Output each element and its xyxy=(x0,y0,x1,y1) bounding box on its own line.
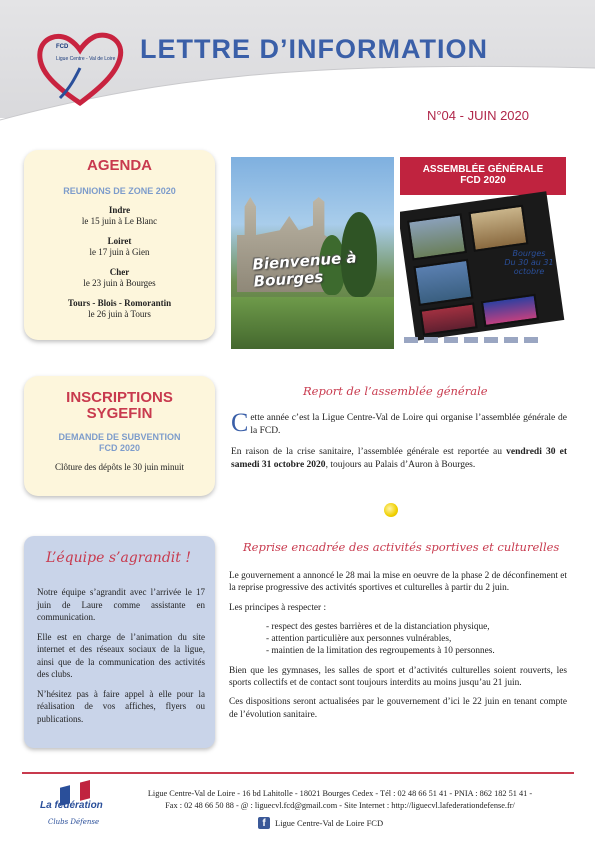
inscriptions-subtitle-line2: FCD 2020 xyxy=(98,443,141,453)
team-card xyxy=(24,536,215,748)
agenda-item xyxy=(24,298,215,320)
inscriptions-deadline: Clôture des dépôts le 30 juin minuit xyxy=(55,462,184,472)
film-frame xyxy=(407,213,467,260)
heart-logo-icon xyxy=(30,28,130,108)
sponsor-logo xyxy=(464,337,478,343)
facebook-label[interactable]: Ligue Centre-Val de Loire FCD xyxy=(275,818,384,828)
poster-title-line2: FCD 2020 xyxy=(460,175,506,186)
agenda-item xyxy=(24,236,215,258)
film-frame xyxy=(481,294,539,327)
article2-title: Reprise encadrée des activités sportives et culturelles xyxy=(243,540,560,554)
inscriptions-subtitle xyxy=(24,432,215,454)
article2-paragraph: Ces dispositions seront actualisées par le gouvernement d’ici le 22 juin en tenant compte de l’évolution sanitaire. xyxy=(229,697,567,720)
agenda-item-date: le 26 juin à Tours xyxy=(88,309,151,319)
issue-number: N°04 xyxy=(426,108,457,123)
logo-text: FCD xyxy=(56,44,69,50)
sponsor-logo xyxy=(524,337,538,343)
dropcap: C xyxy=(231,408,249,437)
article1-p1-text: ette année c’est la Ligue Centre-Val de Loire qui organise l’assemblée générale de la FCD. xyxy=(250,413,567,436)
inscriptions-title xyxy=(24,390,215,422)
poster-date-line2: Du 30 au 31 octobre xyxy=(504,258,554,276)
article1-body xyxy=(231,408,567,480)
facebook-link[interactable] xyxy=(258,817,383,829)
assembly-poster xyxy=(400,157,566,349)
inscriptions-title-line1: INSCRIPTIONS xyxy=(66,389,173,406)
agenda-card xyxy=(24,150,215,340)
inscriptions-card xyxy=(24,376,215,496)
issue-separator: - xyxy=(456,108,468,123)
agenda-item xyxy=(24,267,215,289)
film-frame xyxy=(468,205,528,252)
garden-shape xyxy=(231,297,394,349)
sponsor-logo xyxy=(404,337,418,343)
article1-paragraph xyxy=(231,446,567,471)
agenda-item-date: le 17 juin à Gien xyxy=(89,247,150,257)
article1-p2-end: , toujours au Palais d’Auron à Bourges. xyxy=(325,459,476,470)
issue-label xyxy=(427,108,529,123)
photo-caption-line2: Bourges xyxy=(253,267,324,291)
principles-list xyxy=(266,621,567,658)
article2-paragraph xyxy=(229,602,567,614)
list-item: - maintien de la limitation des regroupements à 10 personnes. xyxy=(266,646,495,657)
federation-logo-tagline: Clubs Défense xyxy=(48,818,100,826)
federation-logo xyxy=(40,780,120,835)
sponsor-logo xyxy=(444,337,458,343)
poster-date xyxy=(492,249,566,276)
footer-divider xyxy=(22,772,574,774)
photo-caption xyxy=(252,249,358,290)
page-title: LETTRE D’INFORMATION xyxy=(140,34,488,64)
sponsor-logo xyxy=(484,337,498,343)
team-paragraph: Notre équipe s’agrandit avec l’arrivée le 17 juin de Laure comme assistante en communication. xyxy=(37,587,205,622)
team-paragraph: Elle est en charge de l’animation du site internet et des réseaux sociaux de la ligue, ainsi que de la communication des activités des clubs. xyxy=(37,631,205,679)
facebook-icon: f xyxy=(258,817,270,829)
article2-body xyxy=(229,570,567,728)
agenda-item-place: Loiret xyxy=(107,236,132,246)
team-text xyxy=(37,586,205,732)
sponsor-logo xyxy=(504,337,518,343)
issue-date: JUIN 2020 xyxy=(467,108,529,123)
sponsor-logos xyxy=(404,337,562,345)
agenda-item-date: le 23 juin à Bourges xyxy=(83,278,156,288)
article2-paragraph: Le gouvernement a annoncé le 28 mai la mise en oeuvre de la phase 2 de déconfinement et la reprise progressive des activités sportives et culturelles à partir du 2 juin. xyxy=(229,571,567,594)
article1-p2-bold: vendredi 30 et samedi 31 octobre 2020 xyxy=(231,447,567,470)
agenda-item xyxy=(24,205,215,227)
inscriptions-subtitle-line1: DEMANDE DE SUBVENTION xyxy=(58,432,181,442)
bourges-photo xyxy=(231,157,394,349)
article2-paragraph: Bien que les gymnases, les salles de sport et d’activités culturelles soient rouverts, les sports collectifs et de contact sont toujours interdits au moins jusqu’au 21 juin. xyxy=(229,665,567,689)
footer-line2[interactable]: Fax : 02 48 66 50 88 - @ : liguecvl.fcd@gmail.com - Site Internet : http://liguecvl.lafederationdefense.fr/ xyxy=(165,801,515,810)
team-paragraph: N’hésitez pas à faire appel à elle pour la réalisation de vos affiches, flyers ou publications. xyxy=(37,688,205,724)
article1-p2-start: En raison de la crise sanitaire, l’assemblée générale est reportée au xyxy=(231,447,507,457)
agenda-item-place: Tours - Blois - Romorantin xyxy=(67,298,172,308)
poster-date-line1: Bourges xyxy=(512,249,546,258)
film-frame xyxy=(413,259,473,306)
yellow-dot-icon xyxy=(384,503,398,517)
poster-title-line1: ASSEMBLÉE GÉNÉRALE xyxy=(422,164,544,175)
footer-contact xyxy=(112,788,568,812)
inscriptions-title-line2: SYGEFIN xyxy=(86,405,153,422)
footer-line1: Ligue Centre-Val de Loire - 16 bd Lahitolle - 18021 Bourges Cedex - Tél : 02 48 66 51 41 - PNIA : 862 182 51 41 - xyxy=(147,789,533,798)
article2-principles-intro: Les principes à respecter : xyxy=(229,602,327,613)
list-item: - attention particulière aux personnes vulnérables, xyxy=(266,634,452,645)
team-title: L’équipe s’agrandit ! xyxy=(46,550,191,566)
article1-title: Report de l’assemblée générale xyxy=(303,384,488,398)
agenda-item-place: Indre xyxy=(108,205,131,215)
film-frame xyxy=(420,302,478,335)
article1-paragraph xyxy=(231,408,567,437)
logo-subtext: Ligue Centre - Val de Loire xyxy=(56,56,116,62)
agenda-item-date: le 15 juin à Le Blanc xyxy=(81,216,158,226)
photo-caption-line1: Bienvenue à xyxy=(251,248,358,274)
agenda-subtitle: REUNIONS DE ZONE 2020 xyxy=(63,186,176,196)
federation-logo-name: La fédération xyxy=(40,800,103,811)
agenda-title: AGENDA xyxy=(86,157,152,174)
poster-title xyxy=(400,164,566,186)
list-item: - respect des gestes barrières et de la distanciation physique, xyxy=(266,621,490,632)
agenda-item-place: Cher xyxy=(109,267,130,277)
sponsor-logo xyxy=(424,337,438,343)
